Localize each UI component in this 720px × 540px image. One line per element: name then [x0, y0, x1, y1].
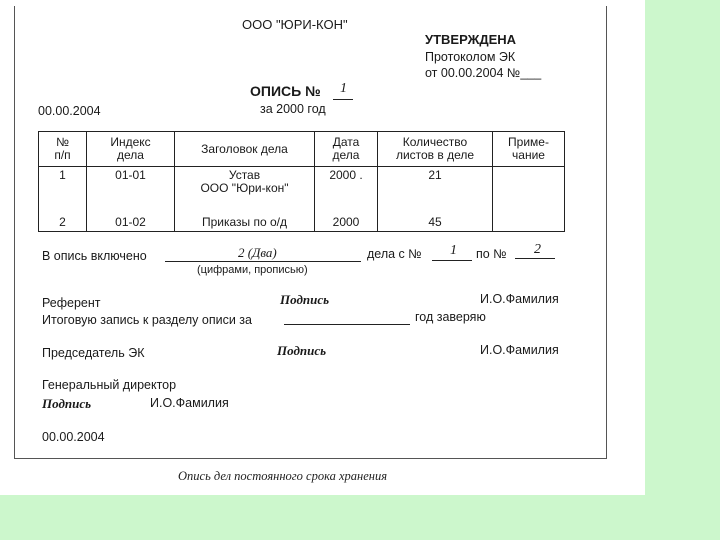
cell-sheets: 21	[378, 167, 493, 208]
to-num-underline	[515, 258, 555, 259]
cell-sheets: 45	[378, 207, 493, 232]
final-entry-tail: год заверяю	[415, 310, 486, 324]
col-header-num: № п/п	[39, 132, 87, 167]
col-header-title: Заголовок дела	[175, 132, 315, 167]
from-num-value: 1	[450, 243, 457, 258]
referent-label: Референт	[42, 296, 101, 310]
to-num-value: 2	[534, 242, 541, 257]
cell-title: Устав ООО "Юри-кон"	[175, 167, 315, 208]
footer-date: 00.00.2004	[42, 430, 105, 444]
frame-left-line	[14, 6, 15, 458]
cell-index: 01-01	[87, 167, 175, 208]
included-label: В опись включено	[42, 249, 147, 263]
inventory-number-underline	[333, 99, 353, 100]
cases-from-label: дела с №	[367, 247, 422, 261]
org-name: ООО "ЮРИ-КОН"	[242, 17, 348, 32]
from-num-underline	[432, 260, 472, 261]
referent-name: И.О.Фамилия	[480, 292, 559, 306]
col-header-index: Индекс дела	[87, 132, 175, 167]
final-entry-underline	[284, 324, 410, 325]
frame-bottom-line	[14, 458, 607, 459]
cell-num: 1	[39, 167, 87, 208]
approved-date: от 00.00.2004 №___	[425, 66, 542, 80]
cell-date: 2000 .	[315, 167, 378, 208]
inventory-title: ОПИСЬ №	[250, 83, 321, 99]
col-header-date: Дата дела	[315, 132, 378, 167]
chair-signature: Подпись	[277, 343, 327, 358]
cell-num: 2	[39, 207, 87, 232]
table-header-row	[39, 132, 565, 167]
approved-title: УТВЕРЖДЕНА	[425, 32, 517, 47]
director-signature: Подпись	[42, 396, 92, 411]
col-header-sheets: Количество листов в деле	[378, 132, 493, 167]
inventory-table	[38, 131, 565, 232]
count-value: 2 (Два)	[238, 245, 277, 260]
to-label: по №	[476, 247, 507, 261]
table-row	[39, 167, 565, 208]
count-hint: (цифрами, прописью)	[197, 264, 308, 276]
inventory-year: за 2000 год	[260, 102, 326, 116]
cell-index: 01-02	[87, 207, 175, 232]
chair-label: Председатель ЭК	[42, 346, 145, 360]
referent-signature: Подпись	[280, 292, 330, 307]
director-name: И.О.Фамилия	[150, 396, 229, 410]
approved-protocol: Протоколом ЭК	[425, 50, 516, 64]
director-label: Генеральный директор	[42, 378, 177, 392]
document-caption: Опись дел постоянного срока хранения	[178, 469, 388, 483]
final-entry-label: Итоговую запись к разделу описи за	[42, 313, 252, 327]
col-header-note: Приме- чание	[493, 132, 565, 167]
cell-title: Приказы по о/д	[175, 207, 315, 232]
inventory-date: 00.00.2004	[38, 104, 101, 118]
cell-note	[493, 167, 565, 208]
chair-name: И.О.Фамилия	[480, 343, 559, 357]
frame-right-line	[606, 6, 607, 458]
cell-date: 2000	[315, 207, 378, 232]
inventory-number: 1	[340, 81, 347, 96]
table-row	[39, 207, 565, 232]
count-underline	[165, 261, 361, 262]
cell-note	[493, 207, 565, 232]
